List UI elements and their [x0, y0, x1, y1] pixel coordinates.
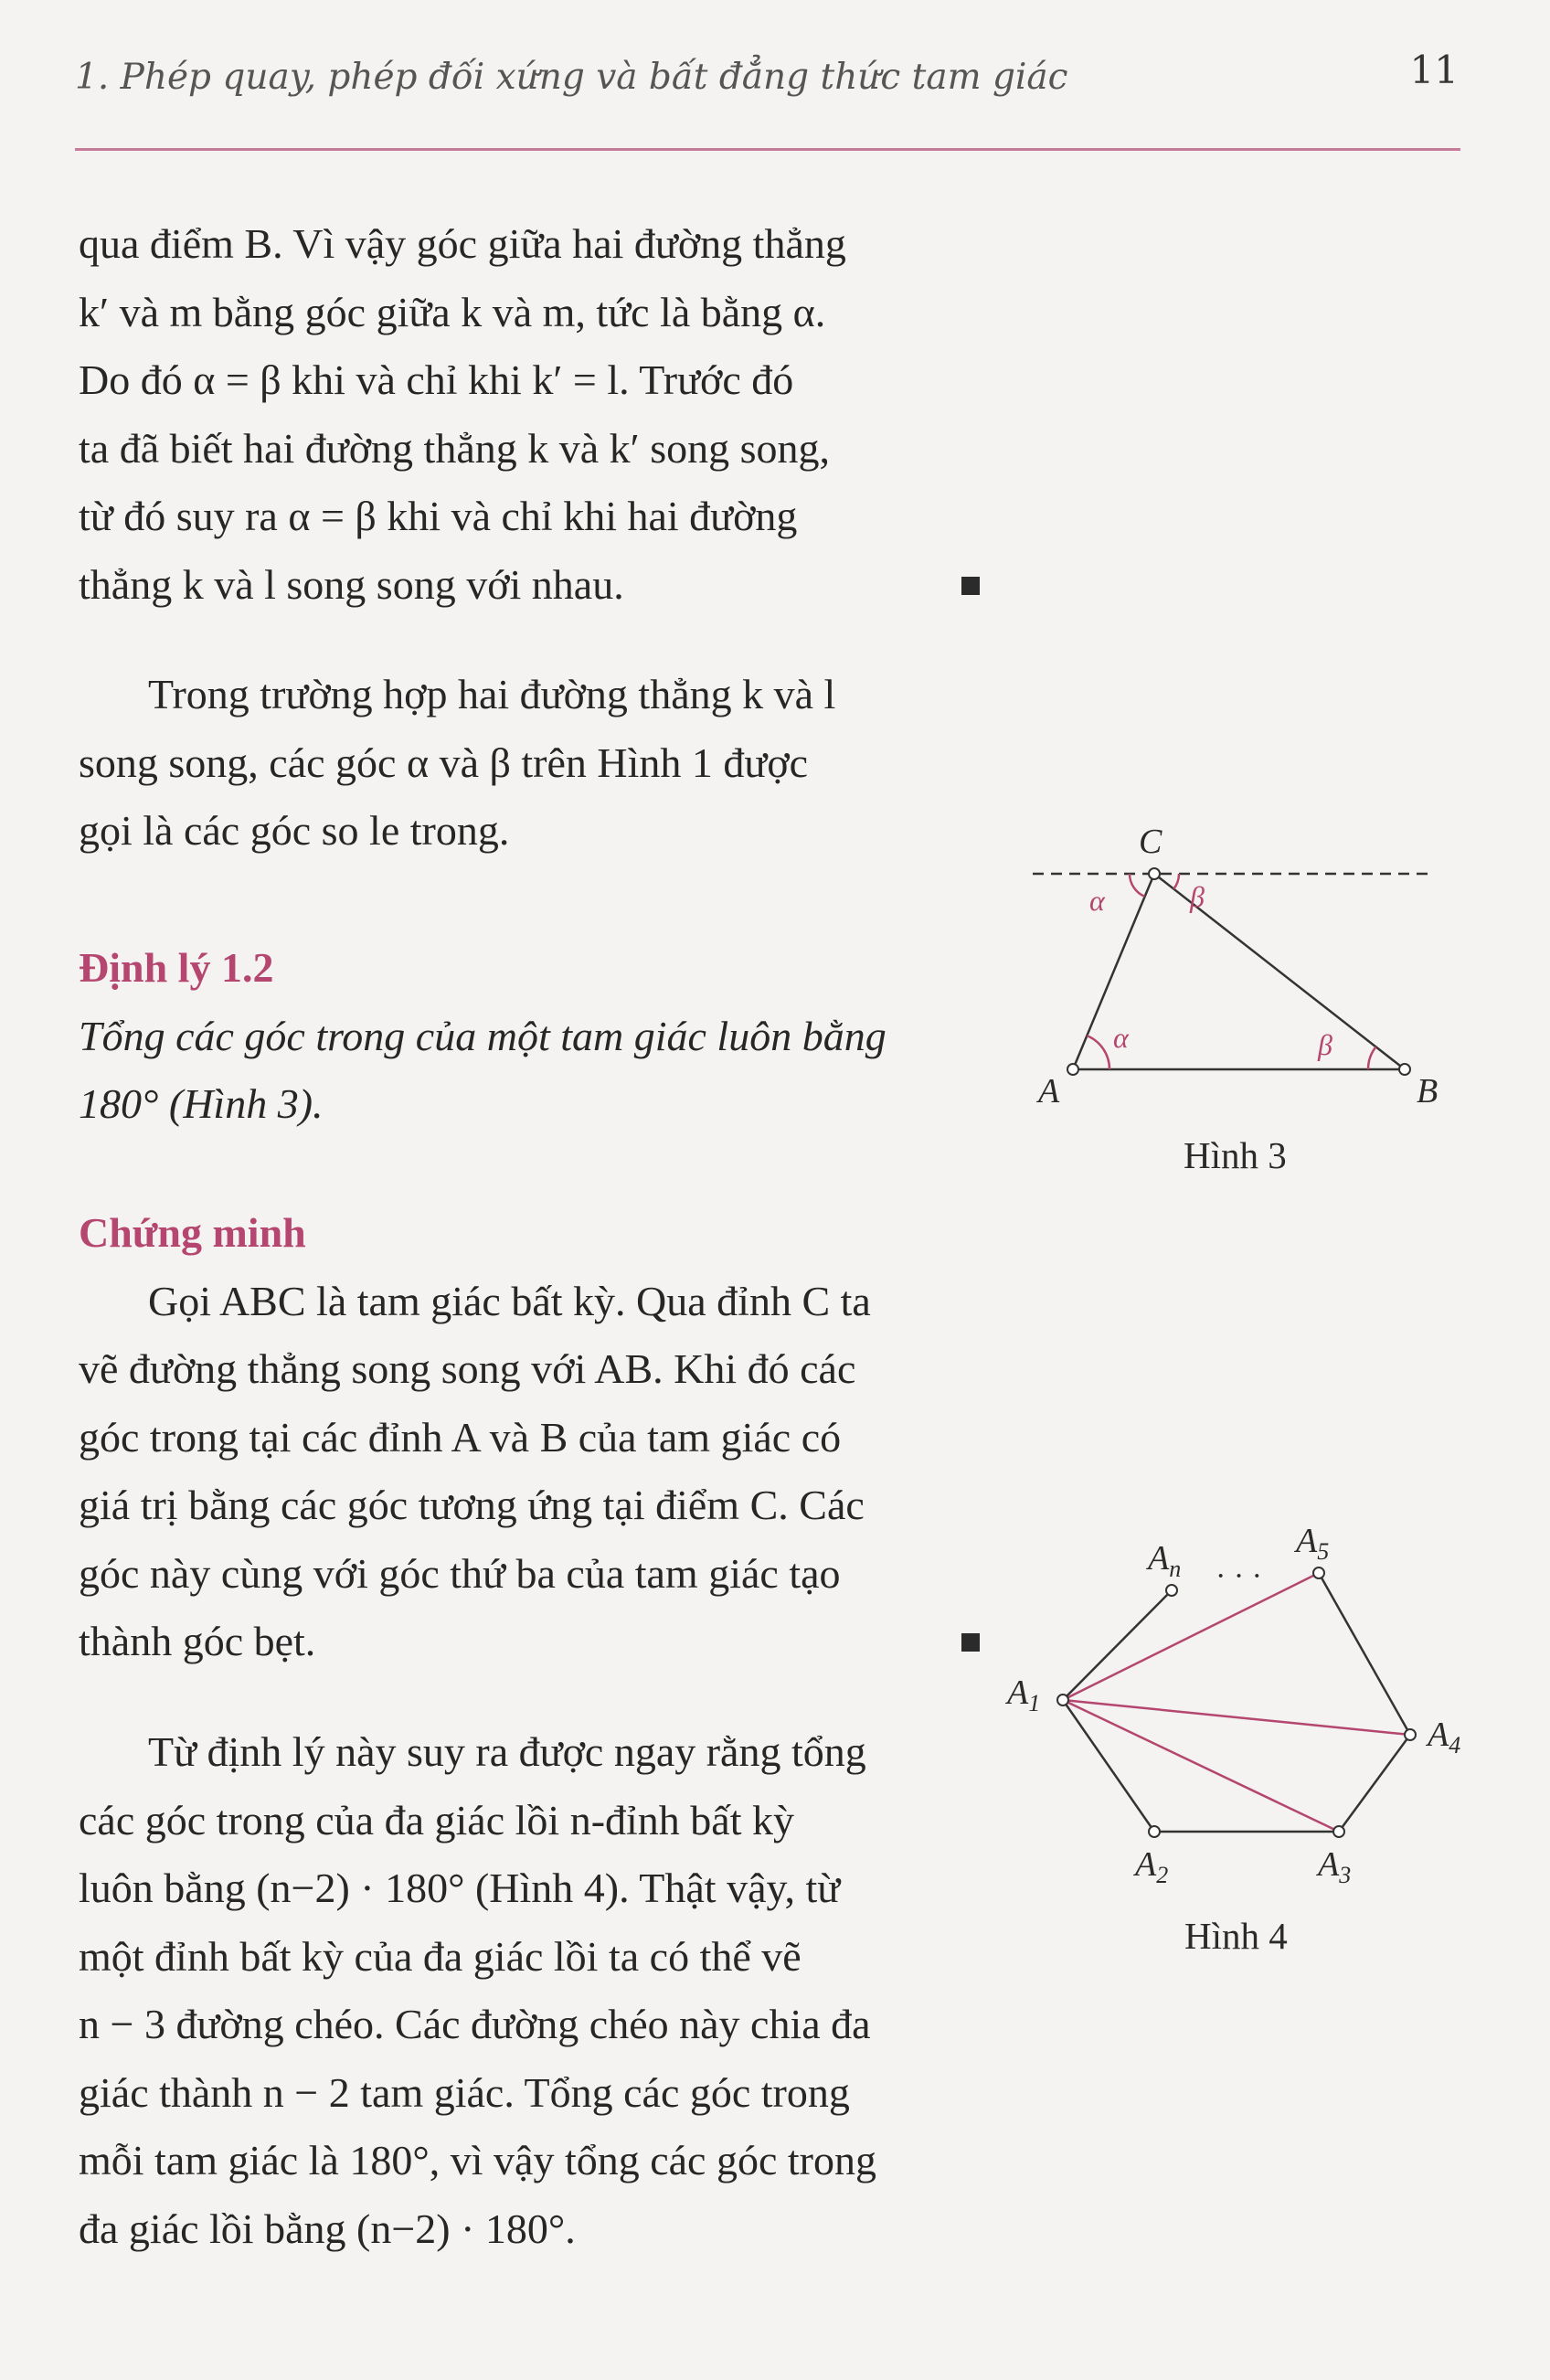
text-line: giác thành n − 2 tam giác. Tổng các góc trong	[79, 2068, 850, 2116]
vertex-An	[1166, 1585, 1177, 1596]
paragraph-continuation	[79, 210, 983, 619]
label-A4: $A_4$	[1428, 1716, 1461, 1758]
proof-line: Gọi ABC là tam giác bất kỳ. Qua đỉnh C ta	[148, 1277, 871, 1324]
text-line: các góc trong của đa giác lồi n-đỉnh bất kỳ	[79, 1796, 794, 1843]
text-line: đa giác lồi bằng (n−2) · 180°.	[79, 2205, 576, 2252]
vertex-C	[1149, 868, 1160, 879]
label-alpha-top: α	[1089, 884, 1105, 917]
angle-alpha-at-A	[1087, 1036, 1109, 1069]
label-A3: $A_3$	[1318, 1845, 1352, 1888]
edge-A1-A2	[1063, 1700, 1154, 1832]
vertex-A3	[1333, 1826, 1344, 1837]
label-alpha-A: α	[1113, 1021, 1129, 1054]
text-line: Trong trường hợp hai đường thẳng k và l	[148, 671, 836, 717]
text-line: một đỉnh bất kỳ của đa giác lồi ta có thể vẽ	[79, 1932, 802, 1980]
figure-3-triangle	[1014, 813, 1471, 1124]
vertex-A2	[1149, 1826, 1160, 1837]
diagonal-A1-A4	[1063, 1700, 1410, 1735]
theorem-line: Tổng các góc trong của một tam giác luôn bằng	[79, 1012, 886, 1059]
label-B: B	[1417, 1072, 1439, 1110]
proof-line: thành góc bẹt.	[79, 1618, 316, 1664]
text-line: luôn bằng (n−2) · 180° (Hình 4). Thật vậy, từ	[79, 1865, 841, 1911]
angle-alpha-at-C	[1130, 874, 1145, 897]
proof-line: góc trong tại các đỉnh A và B của tam giác có	[79, 1413, 842, 1461]
label-A2: $A_2$	[1135, 1845, 1169, 1888]
edge-A4-A5	[1319, 1573, 1410, 1735]
theorem-heading: Định lý 1.2	[79, 944, 274, 991]
header-rule	[75, 148, 1460, 151]
diagonal-A1-A3	[1063, 1700, 1339, 1832]
proof-block	[79, 1199, 983, 1676]
text-line-last	[79, 551, 983, 620]
theorem-line: 180° (Hình 3).	[79, 1080, 324, 1127]
label-A1: $A_1$	[1007, 1673, 1041, 1716]
edge-A1-An	[1063, 1590, 1172, 1700]
vertex-B	[1399, 1064, 1410, 1075]
label-beta-top: β	[1190, 880, 1205, 913]
paragraph-alternate-angles	[79, 661, 983, 866]
vertex-A4	[1405, 1729, 1416, 1740]
proof-line: góc này cùng với góc thứ ba của tam giác tạo	[79, 1549, 841, 1597]
label-ellipsis: · · ·	[1216, 1559, 1262, 1593]
text-line: qua điểm B. Vì vậy góc giữa hai đường thẳng	[79, 220, 846, 267]
text-line: Do đó α = β khi và chỉ khi k′ = l. Trước đó	[79, 356, 794, 403]
text-line: k′ và m bằng góc giữa k và m, tức là bằng α.	[79, 288, 826, 335]
text-line: Từ định lý này suy ra được ngay rằng tổng	[148, 1728, 866, 1775]
label-C: C	[1139, 823, 1162, 861]
text-line: gọi là các góc so le trong.	[79, 807, 510, 854]
theorem-block	[79, 934, 983, 1139]
text-line: từ đó suy ra α = β khi và chỉ khi hai đường	[79, 493, 798, 539]
angle-beta-at-B	[1368, 1047, 1376, 1069]
vertex-A5	[1313, 1567, 1324, 1578]
paragraph-polygon-sum	[79, 1718, 983, 2263]
edge-A3-A4	[1339, 1735, 1410, 1832]
page-number: 11	[1409, 48, 1459, 92]
vertex-A1	[1057, 1695, 1068, 1705]
label-A5: $A_5$	[1296, 1522, 1330, 1565]
figure-4-caption: Hình 4	[1184, 1915, 1288, 1957]
label-A: A	[1038, 1072, 1060, 1110]
proof-line-last	[79, 1608, 983, 1676]
proof-line: vẽ đường thẳng song song với AB. Khi đó các	[79, 1345, 856, 1392]
vertex-A	[1067, 1064, 1078, 1075]
figure-4-polygon	[996, 1508, 1508, 1901]
qed-symbol	[961, 577, 980, 595]
text-line: song song, các góc α và β trên Hình 1 được	[79, 738, 809, 786]
angle-beta-at-C	[1173, 874, 1179, 889]
proof-line: giá trị bằng các góc tương ứng tại điểm C. Các	[79, 1482, 865, 1528]
proof-heading: Chứng minh	[79, 1209, 306, 1256]
label-An: $A_n$	[1148, 1539, 1182, 1582]
qed-symbol	[961, 1633, 980, 1652]
figure-3-caption: Hình 3	[1184, 1134, 1287, 1176]
text-line: mỗi tam giác là 180°, vì vậy tổng các góc trong	[79, 2137, 876, 2183]
text-line: n − 3 đường chéo. Các đường chéo này chia đa	[79, 2001, 871, 2047]
label-beta-B: β	[1318, 1028, 1332, 1061]
text-line: ta đã biết hai đường thẳng k và k′ song song,	[79, 424, 831, 472]
running-head: 1. Phép quay, phép đối xứng và bất đẳng thức tam giác	[75, 57, 1068, 98]
text-line: thẳng k và l song song với nhau.	[79, 560, 624, 608]
diagonal-A1-A5	[1063, 1573, 1319, 1700]
